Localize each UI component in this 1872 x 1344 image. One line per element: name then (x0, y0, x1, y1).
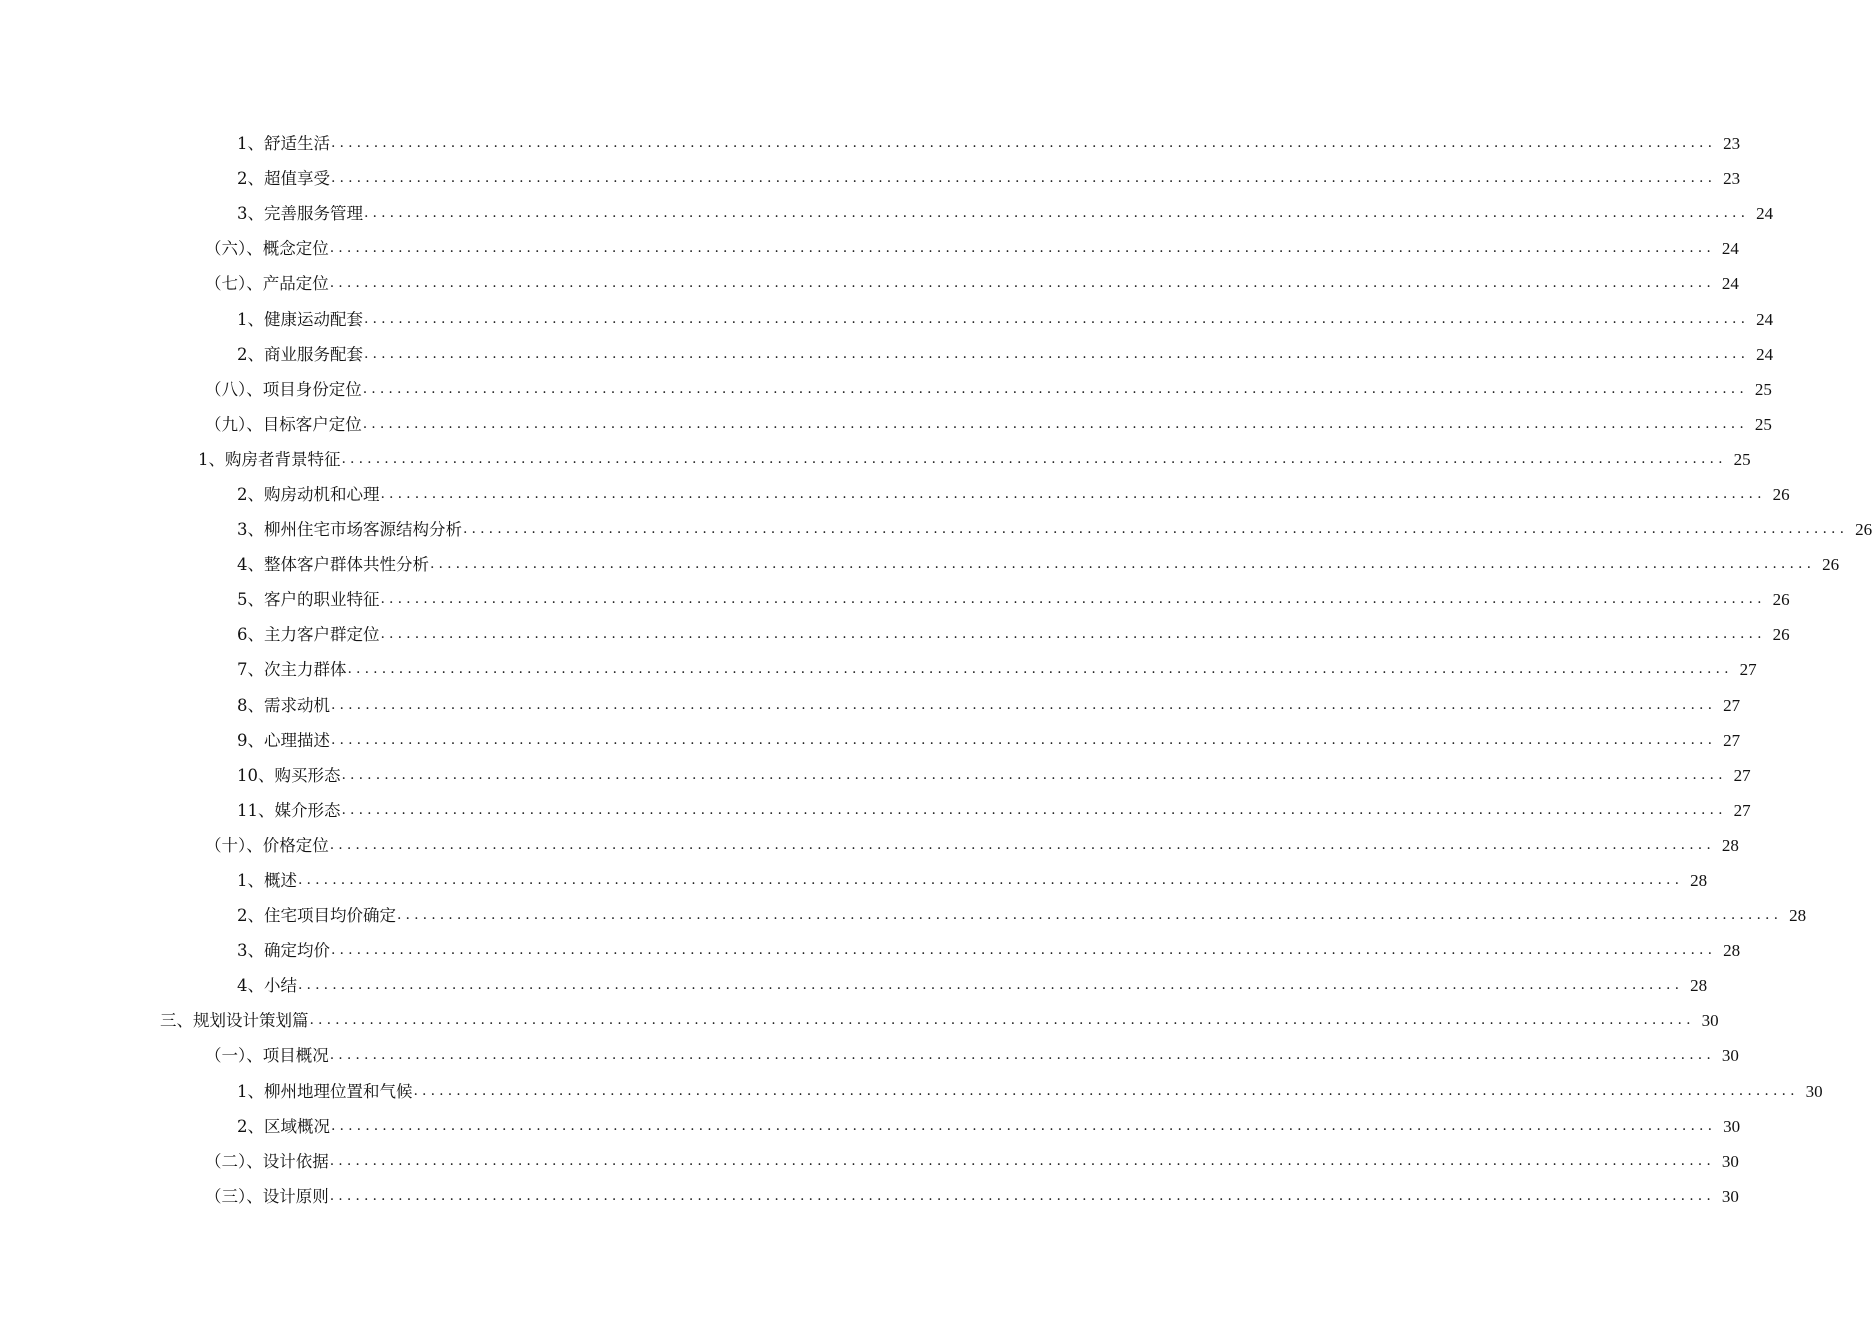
toc-page-number: 27 (1723, 730, 1741, 750)
toc-entry-title: （一）、项目概况 (205, 1046, 329, 1066)
toc-dot-leader: .................................................................................................................................................................. (430, 556, 1816, 573)
toc-dot-leader: .................................................................................................................................................................. (380, 485, 1766, 502)
toc-dot-leader: .................................................................................................................................................................. (341, 450, 1727, 467)
toc-entry[interactable] (0, 968, 1708, 1003)
toc-page-number: 30 (1723, 1116, 1741, 1136)
toc-page-number: 30 (1721, 1151, 1739, 1171)
toc-entry[interactable] (0, 863, 1708, 898)
toc-entry-title: （九）、目标客户定位 (205, 414, 362, 434)
toc-entry-title: 6、主力客户群定位 (237, 625, 380, 645)
toc-entry[interactable] (0, 1144, 1739, 1179)
toc-page-number: 26 (1772, 590, 1790, 610)
toc-entry-title: 4、小结 (237, 976, 297, 996)
toc-page-number: 28 (1690, 871, 1708, 891)
toc-entry-title: （六）、概念定位 (205, 239, 329, 259)
toc-dot-leader: .................................................................................................................................................................. (331, 1117, 1717, 1134)
toc-page-number: 30 (1701, 1011, 1719, 1031)
toc-entry[interactable] (0, 828, 1739, 863)
toc-entry-title: 三、规划设计策划篇 (160, 1011, 309, 1031)
toc-dot-leader: .................................................................................................................................................................. (364, 310, 1750, 327)
toc-entry-title: 5、客户的职业特征 (237, 590, 380, 610)
toc-dot-leader: .................................................................................................................................................................. (329, 240, 1715, 257)
toc-dot-leader: .................................................................................................................................................................. (362, 380, 1748, 397)
toc-entry[interactable] (0, 1074, 1823, 1109)
toc-entry-title: 2、购房动机和心理 (237, 484, 380, 504)
toc-page-number: 30 (1805, 1081, 1823, 1101)
toc-entry-title: 3、确定均价 (237, 941, 330, 961)
toc-page-number: 25 (1733, 449, 1751, 469)
toc-entry-title: 2、超值享受 (237, 169, 330, 189)
toc-dot-leader: .................................................................................................................................................................. (329, 1047, 1715, 1064)
toc-entry-title: 9、心理描述 (237, 730, 330, 750)
toc-page-number: 27 (1733, 800, 1751, 820)
toc-entry[interactable] (0, 758, 1751, 793)
toc-entry-title: （二）、设计依据 (205, 1151, 329, 1171)
toc-entry-title: （八）、项目身份定位 (205, 379, 362, 399)
toc-dot-leader: .................................................................................................................................................................. (364, 345, 1750, 362)
toc-page-number: 26 (1772, 484, 1790, 504)
toc-entry-title: （十）、价格定位 (205, 835, 329, 855)
toc-page-number: 24 (1756, 204, 1774, 224)
toc-entry-title: 2、住宅项目均价确定 (237, 906, 396, 926)
table-of-contents (0, 126, 1872, 1214)
toc-entry-title: 1、购房者背景特征 (198, 449, 341, 469)
toc-entry[interactable] (0, 898, 1807, 933)
toc-dot-leader: .................................................................................................................................................................. (298, 872, 1684, 889)
toc-entry-title: 7、次主力群体 (237, 660, 347, 680)
toc-dot-leader: .................................................................................................................................................................. (364, 205, 1750, 222)
toc-entry[interactable] (0, 231, 1739, 266)
toc-page-number: 28 (1789, 906, 1807, 926)
toc-entry[interactable] (0, 126, 1741, 161)
toc-entry[interactable] (0, 337, 1774, 372)
toc-page-number: 28 (1690, 976, 1708, 996)
toc-page-number: 24 (1756, 344, 1774, 364)
toc-page-number: 24 (1756, 309, 1774, 329)
toc-entry-title: （三）、设计原则 (205, 1186, 329, 1206)
toc-entry[interactable] (0, 372, 1772, 407)
toc-page-number: 27 (1723, 695, 1741, 715)
toc-entry[interactable] (0, 933, 1741, 968)
toc-dot-leader: .................................................................................................................................................................. (380, 626, 1766, 643)
toc-dot-leader: .................................................................................................................................................................. (329, 1152, 1715, 1169)
toc-page-number: 23 (1723, 169, 1741, 189)
toc-dot-leader: .................................................................................................................................................................. (329, 836, 1715, 853)
toc-entry[interactable] (0, 688, 1741, 723)
toc-page-number: 26 (1772, 625, 1790, 645)
toc-entry[interactable] (0, 301, 1774, 336)
toc-dot-leader: .................................................................................................................................................................. (341, 801, 1727, 818)
toc-entry-title: 2、区域概况 (237, 1116, 330, 1136)
toc-dot-leader: .................................................................................................................................................................. (347, 661, 1733, 678)
toc-entry-title: 3、完善服务管理 (237, 204, 363, 224)
toc-entry[interactable] (0, 196, 1774, 231)
toc-entry[interactable] (0, 1003, 1719, 1038)
toc-page-number: 27 (1739, 660, 1757, 680)
toc-entry[interactable] (0, 617, 1790, 652)
toc-entry[interactable] (0, 442, 1751, 477)
toc-dot-leader: .................................................................................................................................................................. (329, 275, 1715, 292)
toc-page-number: 27 (1733, 765, 1751, 785)
toc-entry-title: 1、柳州地理位置和气候 (237, 1081, 413, 1101)
toc-dot-leader: .................................................................................................................................................................. (341, 766, 1727, 783)
toc-dot-leader: .................................................................................................................................................................. (413, 1082, 1799, 1099)
toc-entry[interactable] (0, 793, 1751, 828)
toc-dot-leader: .................................................................................................................................................................. (331, 731, 1717, 748)
toc-entry[interactable] (0, 547, 1840, 582)
toc-entry[interactable] (0, 723, 1741, 758)
toc-dot-leader: .................................................................................................................................................................. (380, 591, 1766, 608)
toc-dot-leader: .................................................................................................................................................................. (331, 135, 1717, 152)
toc-dot-leader: .................................................................................................................................................................. (329, 1187, 1715, 1204)
toc-page-number: 28 (1723, 941, 1741, 961)
toc-entry[interactable] (0, 652, 1757, 687)
toc-page-number: 30 (1721, 1046, 1739, 1066)
toc-entry-title: 8、需求动机 (237, 695, 330, 715)
toc-page-number: 28 (1721, 835, 1739, 855)
toc-page-number: 24 (1721, 274, 1739, 294)
toc-entry-title: 4、整体客户群体共性分析 (237, 555, 429, 575)
toc-dot-leader: .................................................................................................................................................................. (331, 696, 1717, 713)
toc-page-number: 26 (1822, 555, 1840, 575)
toc-entry-title: 1、舒适生活 (237, 134, 330, 154)
toc-entry[interactable] (0, 161, 1741, 196)
toc-dot-leader: .................................................................................................................................................................. (463, 521, 1849, 538)
toc-entry[interactable] (0, 1038, 1739, 1073)
toc-entry-title: 3、柳州住宅市场客源结构分析 (237, 520, 462, 540)
toc-page-number: 25 (1754, 379, 1772, 399)
toc-page-number: 24 (1721, 239, 1739, 259)
toc-dot-leader: .................................................................................................................................................................. (331, 942, 1717, 959)
toc-page-number: 25 (1754, 414, 1772, 434)
toc-dot-leader: .................................................................................................................................................................. (309, 1012, 1695, 1029)
toc-page-number: 23 (1723, 134, 1741, 154)
toc-dot-leader: .................................................................................................................................................................. (331, 170, 1717, 187)
toc-entry-title: 11、媒介形态 (237, 800, 341, 820)
toc-dot-leader: .................................................................................................................................................................. (298, 977, 1684, 994)
toc-entry-title: 1、概述 (237, 871, 297, 891)
toc-entry[interactable] (0, 1179, 1739, 1214)
toc-entry[interactable] (0, 477, 1790, 512)
toc-page-number: 26 (1855, 520, 1872, 540)
toc-page-number: 30 (1721, 1186, 1739, 1206)
toc-entry[interactable] (0, 266, 1739, 301)
toc-entry[interactable] (0, 407, 1772, 442)
toc-entry-title: （七）、产品定位 (205, 274, 329, 294)
toc-entry[interactable] (0, 512, 1872, 547)
toc-dot-leader: .................................................................................................................................................................. (362, 415, 1748, 432)
toc-entry-title: 2、商业服务配套 (237, 344, 363, 364)
toc-entry[interactable] (0, 1109, 1741, 1144)
toc-entry-title: 10、购买形态 (237, 765, 341, 785)
toc-entry[interactable] (0, 582, 1790, 617)
toc-entry-title: 1、健康运动配套 (237, 309, 363, 329)
toc-dot-leader: .................................................................................................................................................................. (397, 907, 1783, 924)
